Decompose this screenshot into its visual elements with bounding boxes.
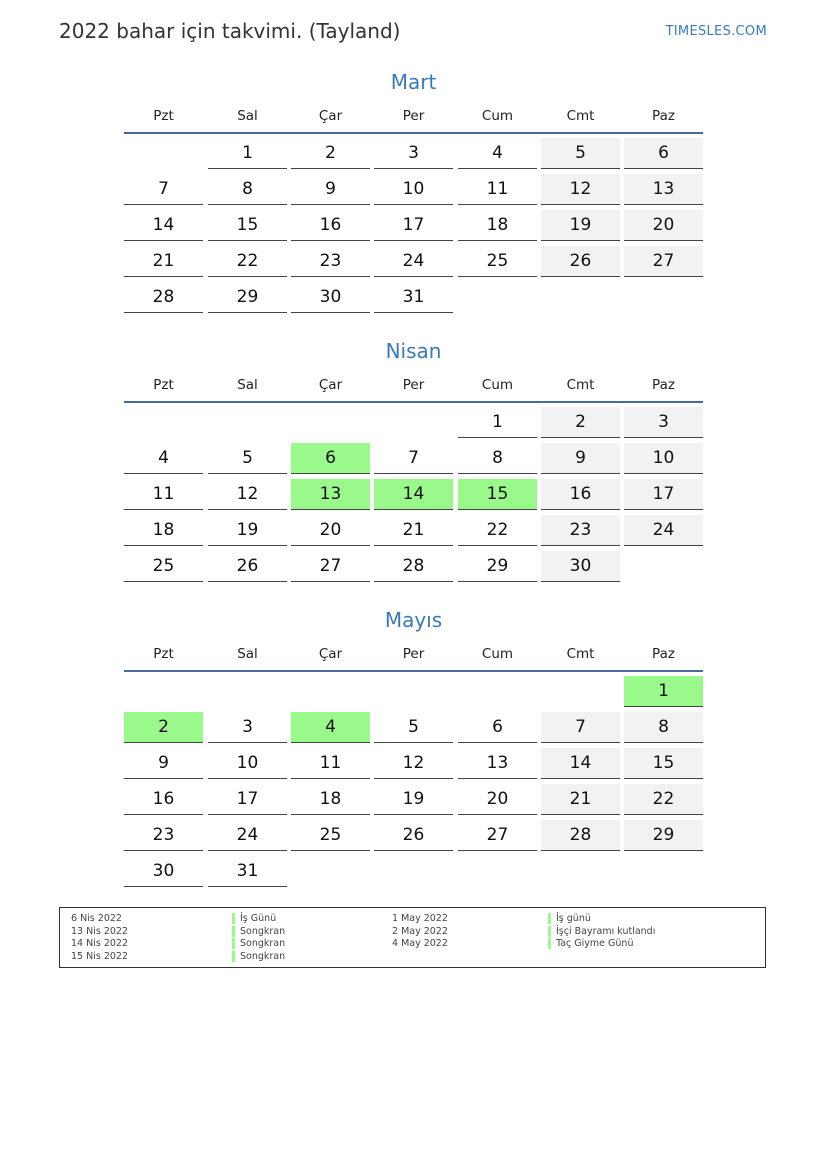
legend-date: 13 Nis 2022 bbox=[71, 925, 128, 937]
day-cell: 16 bbox=[291, 210, 370, 241]
day-cell: 29 bbox=[458, 551, 537, 582]
day-cell: 20 bbox=[458, 784, 537, 815]
day-cell: 15 bbox=[208, 210, 287, 241]
day-cell: 6 bbox=[624, 138, 703, 169]
weekday-label: Cmt bbox=[566, 377, 595, 393]
day-cell: 25 bbox=[291, 820, 370, 851]
day-cell: 2 bbox=[541, 407, 620, 438]
weekday-label: Cum bbox=[481, 377, 514, 393]
weekday-label: Pzt bbox=[153, 108, 174, 124]
weekday-label: Paz bbox=[652, 108, 675, 124]
day-cell: 28 bbox=[124, 282, 203, 313]
day-cell: 7 bbox=[124, 174, 203, 205]
day-cell: 11 bbox=[458, 174, 537, 205]
day-cell: 9 bbox=[124, 748, 203, 779]
day-cell: 8 bbox=[208, 174, 287, 205]
day-cell: 4 bbox=[458, 138, 537, 169]
weekday-label: Cmt bbox=[566, 646, 595, 662]
month-title: Nisan bbox=[385, 339, 442, 363]
day-cell: 7 bbox=[541, 712, 620, 743]
day-cell: 5 bbox=[374, 712, 453, 743]
legend-holiday-name: Songkran bbox=[232, 951, 285, 962]
day-cell: 22 bbox=[208, 246, 287, 277]
day-cell: 13 bbox=[458, 748, 537, 779]
day-cell: 18 bbox=[291, 784, 370, 815]
day-cell: 31 bbox=[208, 856, 287, 887]
day-cell: 15 bbox=[624, 748, 703, 779]
day-cell: 23 bbox=[291, 246, 370, 277]
day-cell: 26 bbox=[374, 820, 453, 851]
day-cell: 26 bbox=[208, 551, 287, 582]
month-1 bbox=[124, 339, 703, 599]
day-cell: 25 bbox=[124, 551, 203, 582]
holiday-day-cell: 6 bbox=[291, 443, 370, 474]
day-cell: 30 bbox=[291, 282, 370, 313]
weekday-label: Çar bbox=[318, 377, 343, 393]
holiday-day-cell: 1 bbox=[624, 676, 703, 707]
day-cell: 19 bbox=[541, 210, 620, 241]
day-cell: 30 bbox=[124, 856, 203, 887]
day-cell: 10 bbox=[624, 443, 703, 474]
day-cell: 17 bbox=[624, 479, 703, 510]
day-cell: 13 bbox=[624, 174, 703, 205]
day-cell: 23 bbox=[541, 515, 620, 546]
legend-date: 15 Nis 2022 bbox=[71, 950, 128, 962]
day-cell: 12 bbox=[208, 479, 287, 510]
legend-date: 6 Nis 2022 bbox=[71, 913, 122, 924]
day-cell: 25 bbox=[458, 246, 537, 277]
weekday-label: Cum bbox=[481, 646, 514, 662]
day-cell: 21 bbox=[374, 515, 453, 546]
month-0 bbox=[124, 70, 703, 330]
day-cell: 1 bbox=[458, 407, 537, 438]
legend-date: 1 May 2022 bbox=[392, 913, 448, 924]
weekday-label: Per bbox=[402, 646, 425, 662]
legend-holiday-name: İşçi Bayramı kutlandı bbox=[548, 926, 655, 937]
holiday-day-cell: 2 bbox=[124, 712, 203, 743]
weekday-header-row bbox=[124, 108, 703, 128]
holiday-day-cell: 13 bbox=[291, 479, 370, 510]
legend-date: 4 May 2022 bbox=[392, 938, 448, 950]
day-cell: 27 bbox=[624, 246, 703, 277]
day-cell: 9 bbox=[291, 174, 370, 205]
weekday-label: Sal bbox=[237, 646, 258, 662]
month-title: Mart bbox=[390, 70, 437, 94]
day-cell: 3 bbox=[374, 138, 453, 169]
day-cell: 8 bbox=[458, 443, 537, 474]
day-cell: 7 bbox=[374, 443, 453, 474]
day-cell: 18 bbox=[124, 515, 203, 546]
header-divider bbox=[124, 132, 703, 134]
day-cell: 27 bbox=[291, 551, 370, 582]
day-cell: 11 bbox=[124, 479, 203, 510]
day-cell: 21 bbox=[124, 246, 203, 277]
day-cell: 9 bbox=[541, 443, 620, 474]
day-cell: 31 bbox=[374, 282, 453, 313]
day-cell: 14 bbox=[541, 748, 620, 779]
day-cell: 17 bbox=[208, 784, 287, 815]
legend-holiday-name: Taç Giyme Günü bbox=[548, 938, 633, 949]
day-cell: 12 bbox=[541, 174, 620, 205]
weekday-label: Cmt bbox=[566, 108, 595, 124]
weekday-label: Çar bbox=[318, 646, 343, 662]
day-cell: 28 bbox=[374, 551, 453, 582]
weekday-label: Çar bbox=[318, 108, 343, 124]
header-divider bbox=[124, 670, 703, 672]
legend-date: 14 Nis 2022 bbox=[71, 938, 128, 950]
day-cell: 24 bbox=[208, 820, 287, 851]
day-cell: 22 bbox=[458, 515, 537, 546]
day-cell: 3 bbox=[208, 712, 287, 743]
legend-holiday-name: İş Günü bbox=[232, 913, 276, 924]
day-cell: 18 bbox=[458, 210, 537, 241]
day-cell: 29 bbox=[208, 282, 287, 313]
month-title: Mayıs bbox=[384, 608, 443, 632]
weekday-label: Paz bbox=[652, 377, 675, 393]
day-cell: 23 bbox=[124, 820, 203, 851]
day-cell: 12 bbox=[374, 748, 453, 779]
brand-link[interactable]: TIMESLES.COM bbox=[665, 24, 767, 39]
holiday-legend bbox=[59, 907, 766, 968]
day-cell: 24 bbox=[624, 515, 703, 546]
day-cell: 21 bbox=[541, 784, 620, 815]
day-cell: 19 bbox=[374, 784, 453, 815]
day-cell: 6 bbox=[458, 712, 537, 743]
day-cell: 1 bbox=[208, 138, 287, 169]
day-cell: 27 bbox=[458, 820, 537, 851]
weekday-label: Pzt bbox=[153, 646, 174, 662]
page-title: 2022 bahar için takvimi. (Tayland) bbox=[59, 19, 401, 43]
day-cell: 26 bbox=[541, 246, 620, 277]
weekday-label: Pzt bbox=[153, 377, 174, 393]
day-cell: 5 bbox=[541, 138, 620, 169]
day-cell: 16 bbox=[541, 479, 620, 510]
legend-holiday-name: Songkran bbox=[232, 938, 285, 949]
day-cell: 14 bbox=[124, 210, 203, 241]
weekday-label: Per bbox=[402, 108, 425, 124]
weekday-label: Per bbox=[402, 377, 425, 393]
day-cell: 24 bbox=[374, 246, 453, 277]
day-cell: 17 bbox=[374, 210, 453, 241]
month-2 bbox=[124, 608, 703, 881]
day-cell: 29 bbox=[624, 820, 703, 851]
holiday-day-cell: 15 bbox=[458, 479, 537, 510]
day-cell: 2 bbox=[291, 138, 370, 169]
day-cell: 28 bbox=[541, 820, 620, 851]
weekday-label: Sal bbox=[237, 377, 258, 393]
holiday-day-cell: 14 bbox=[374, 479, 453, 510]
holiday-day-cell: 4 bbox=[291, 712, 370, 743]
day-cell: 16 bbox=[124, 784, 203, 815]
legend-holiday-name: Songkran bbox=[232, 926, 285, 937]
day-cell: 30 bbox=[541, 551, 620, 582]
day-cell: 8 bbox=[624, 712, 703, 743]
day-cell: 22 bbox=[624, 784, 703, 815]
legend-date: 2 May 2022 bbox=[392, 925, 448, 937]
day-cell: 19 bbox=[208, 515, 287, 546]
day-cell: 10 bbox=[374, 174, 453, 205]
weekday-header-row bbox=[124, 377, 703, 397]
weekday-header-row bbox=[124, 646, 703, 666]
legend-holiday-name: İş günü bbox=[548, 913, 591, 924]
day-cell: 5 bbox=[208, 443, 287, 474]
header-divider bbox=[124, 401, 703, 403]
day-cell: 11 bbox=[291, 748, 370, 779]
weekday-label: Cum bbox=[481, 108, 514, 124]
weekday-label: Sal bbox=[237, 108, 258, 124]
weekday-label: Paz bbox=[652, 646, 675, 662]
day-cell: 20 bbox=[291, 515, 370, 546]
day-cell: 4 bbox=[124, 443, 203, 474]
day-cell: 3 bbox=[624, 407, 703, 438]
day-cell: 10 bbox=[208, 748, 287, 779]
day-cell: 20 bbox=[624, 210, 703, 241]
